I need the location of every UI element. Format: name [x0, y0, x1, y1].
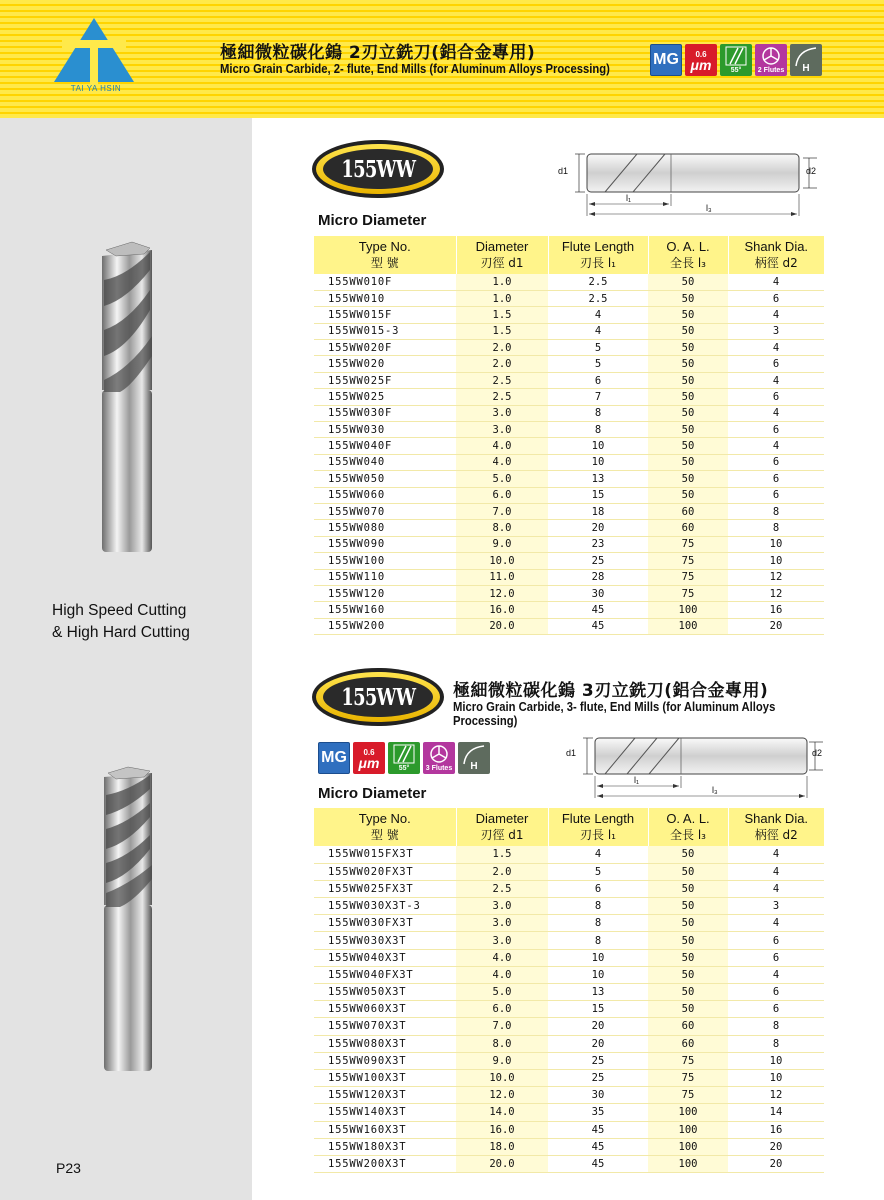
flute-length-cell: 8: [548, 422, 648, 438]
helix-55-icon: 55°: [388, 742, 420, 774]
shank-dia-cell: 6: [728, 454, 824, 470]
table-row: [314, 438, 824, 454]
oal-cell: 50: [648, 898, 728, 915]
diameter-cell: 8.0: [456, 520, 548, 536]
shank-dia-cell: 4: [728, 915, 824, 932]
oal-cell: 60: [648, 503, 728, 519]
diameter-cell: 1.0: [456, 290, 548, 306]
diagram-label-d2: d2: [806, 166, 817, 176]
flute-length-cell: 15: [548, 487, 648, 503]
diameter-cell: 5.0: [456, 984, 548, 1001]
shank-dia-cell: 10: [728, 1069, 824, 1086]
table-row: [314, 984, 824, 1001]
oal-cell: 50: [648, 966, 728, 983]
shank-dia-cell: 6: [728, 389, 824, 405]
diameter-cell: 3.0: [456, 422, 548, 438]
oal-cell: 60: [648, 1018, 728, 1035]
type-no-cell: 155WW030: [314, 422, 456, 438]
diameter-cell: 2.0: [456, 863, 548, 880]
diameter-cell: 6.0: [456, 1001, 548, 1018]
diameter-cell: 14.0: [456, 1104, 548, 1121]
type-no-cell: 155WW030FX3T: [314, 915, 456, 932]
type-no-cell: 155WW020FX3T: [314, 863, 456, 880]
type-no-cell: 155WW100X3T: [314, 1069, 456, 1086]
type-no-cell: 155WW015FX3T: [314, 846, 456, 863]
shank-dia-cell: 8: [728, 503, 824, 519]
header-shank-dia: Shank Dia. 柄徑 d2: [728, 808, 824, 846]
shank-dia-cell: 4: [728, 863, 824, 880]
shank-dia-cell: 6: [728, 356, 824, 372]
type-no-cell: 155WW060X3T: [314, 1001, 456, 1018]
shank-dia-cell: 6: [728, 1001, 824, 1018]
shank-dia-cell: 6: [728, 290, 824, 306]
table-row: [314, 1087, 824, 1104]
type-no-cell: 155WW070X3T: [314, 1018, 456, 1035]
type-no-cell: 155WW200: [314, 618, 456, 634]
table-row: [314, 602, 824, 618]
diameter-cell: 2.5: [456, 389, 548, 405]
table-row: [314, 356, 824, 372]
oal-cell: 100: [648, 1121, 728, 1138]
table-row: [314, 553, 824, 569]
shank-dia-cell: 10: [728, 536, 824, 552]
table-header-row: [314, 236, 824, 274]
table-row: [314, 1155, 824, 1172]
oal-cell: 75: [648, 1087, 728, 1104]
type-no-cell: 155WW030X3T-3: [314, 898, 456, 915]
shank-dia-cell: 12: [728, 1087, 824, 1104]
oal-cell: 75: [648, 569, 728, 585]
flute-length-cell: 5: [548, 356, 648, 372]
diameter-cell: 2.5: [456, 372, 548, 388]
diagram-label-l1-3flute: l₁: [634, 775, 640, 785]
diameter-cell: 4.0: [456, 966, 548, 983]
flute-length-cell: 4: [548, 307, 648, 323]
diameter-cell: 3.0: [456, 898, 548, 915]
oal-cell: 50: [648, 454, 728, 470]
diameter-cell: 2.0: [456, 356, 548, 372]
diameter-cell: 6.0: [456, 487, 548, 503]
oal-cell: 50: [648, 932, 728, 949]
flute-length-cell: 25: [548, 1069, 648, 1086]
hardness-icon: H: [790, 44, 822, 76]
table-row: [314, 274, 824, 290]
shank-dia-cell: 4: [728, 405, 824, 421]
diameter-cell: 2.0: [456, 340, 548, 356]
type-no-cell: 155WW050: [314, 471, 456, 487]
shank-dia-cell: 6: [728, 932, 824, 949]
flute-length-cell: 25: [548, 553, 648, 569]
table-row: [314, 405, 824, 421]
table-row: [314, 1121, 824, 1138]
header-shank-dia: Shank Dia. 柄徑 d2: [728, 236, 824, 274]
table-row: [314, 949, 824, 966]
flute-length-cell: 20: [548, 520, 648, 536]
header-diameter: Diameter 刃徑 d1: [456, 236, 548, 274]
table-row: [314, 569, 824, 585]
diameter-cell: 11.0: [456, 569, 548, 585]
table-row: [314, 618, 824, 634]
flute-length-cell: 15: [548, 1001, 648, 1018]
spec-table-3flute: [314, 808, 824, 1173]
tool-dimension-diagram-2flute: [555, 148, 825, 220]
table-row: [314, 340, 824, 356]
table-row: [314, 520, 824, 536]
series-logo-155ww-3flute: 155WW: [312, 668, 444, 726]
header-flute-length: Flute Length 刃長 l₁: [548, 808, 648, 846]
table-row: [314, 307, 824, 323]
flute-length-cell: 23: [548, 536, 648, 552]
diagram-label-l3: l₃: [706, 203, 712, 213]
table-row: [314, 503, 824, 519]
type-no-cell: 155WW025FX3T: [314, 880, 456, 897]
oal-cell: 50: [648, 487, 728, 503]
type-no-cell: 155WW040FX3T: [314, 966, 456, 983]
type-no-cell: 155WW110: [314, 569, 456, 585]
type-no-cell: 155WW040F: [314, 438, 456, 454]
type-no-cell: 155WW025F: [314, 372, 456, 388]
shank-dia-cell: 10: [728, 553, 824, 569]
flute-length-cell: 4: [548, 323, 648, 339]
flute-length-cell: 45: [548, 618, 648, 634]
oal-cell: 50: [648, 863, 728, 880]
feature-badges: [650, 44, 822, 76]
flute-length-cell: 45: [548, 1121, 648, 1138]
flute-length-cell: 5: [548, 340, 648, 356]
header-band: [0, 0, 884, 118]
page-title-en: Micro Grain Carbide, 2- flute, End Mills (for Aluminum Alloys Processing): [220, 62, 610, 76]
table-row: [314, 1052, 824, 1069]
shank-dia-cell: 6: [728, 471, 824, 487]
table-row: [314, 1104, 824, 1121]
feature-badges-3flute: [318, 742, 490, 774]
type-no-cell: 155WW080X3T: [314, 1035, 456, 1052]
diameter-cell: 7.0: [456, 503, 548, 519]
diameter-cell: 9.0: [456, 1052, 548, 1069]
oal-cell: 50: [648, 389, 728, 405]
oal-cell: 75: [648, 1052, 728, 1069]
diagram-label-d1: d1: [558, 166, 569, 176]
type-no-cell: 155WW140X3T: [314, 1104, 456, 1121]
table-row: [314, 1069, 824, 1086]
shank-dia-cell: 4: [728, 372, 824, 388]
header-oal: O. A. L. 全長 l₃: [648, 808, 728, 846]
type-no-cell: 155WW080: [314, 520, 456, 536]
flute-icon: 3 Flutes: [423, 742, 455, 774]
type-no-cell: 155WW030X3T: [314, 932, 456, 949]
oal-cell: 100: [648, 602, 728, 618]
shank-dia-cell: 3: [728, 898, 824, 915]
type-no-cell: 155WW120: [314, 585, 456, 601]
section2-subtitle: Micro Diameter: [318, 785, 427, 802]
oal-cell: 50: [648, 949, 728, 966]
shank-dia-cell: 12: [728, 585, 824, 601]
oal-cell: 75: [648, 1069, 728, 1086]
diameter-cell: 20.0: [456, 1155, 548, 1172]
diameter-cell: 18.0: [456, 1138, 548, 1155]
shank-dia-cell: 6: [728, 949, 824, 966]
flute-length-cell: 13: [548, 471, 648, 487]
flute-length-cell: 4: [548, 846, 648, 863]
flute-length-cell: 2.5: [548, 274, 648, 290]
shank-dia-cell: 8: [728, 520, 824, 536]
shank-dia-cell: 4: [728, 340, 824, 356]
flute-length-cell: 10: [548, 454, 648, 470]
table-row: [314, 372, 824, 388]
table-row: [314, 846, 824, 863]
diameter-cell: 4.0: [456, 949, 548, 966]
shank-dia-cell: 6: [728, 984, 824, 1001]
table-row: [314, 1018, 824, 1035]
oal-cell: 100: [648, 1138, 728, 1155]
diameter-cell: 1.5: [456, 307, 548, 323]
shank-dia-cell: 8: [728, 1018, 824, 1035]
oal-cell: 75: [648, 536, 728, 552]
type-no-cell: 155WW070: [314, 503, 456, 519]
type-no-cell: 155WW040: [314, 454, 456, 470]
table-row: [314, 1001, 824, 1018]
shank-dia-cell: 4: [728, 274, 824, 290]
oal-cell: 50: [648, 356, 728, 372]
header-type-no: Type No. 型 號: [314, 808, 456, 846]
type-no-cell: 155WW180X3T: [314, 1138, 456, 1155]
table-row: [314, 880, 824, 897]
helix-55-icon: 55°: [720, 44, 752, 76]
diameter-cell: 8.0: [456, 1035, 548, 1052]
oal-cell: 100: [648, 1155, 728, 1172]
diameter-cell: 16.0: [456, 1121, 548, 1138]
flute-length-cell: 35: [548, 1104, 648, 1121]
diameter-cell: 3.0: [456, 932, 548, 949]
shank-dia-cell: 10: [728, 1052, 824, 1069]
flute-length-cell: 13: [548, 984, 648, 1001]
type-no-cell: 155WW015-3: [314, 323, 456, 339]
oal-cell: 50: [648, 880, 728, 897]
header-type-no: Type No. 型 號: [314, 236, 456, 274]
type-no-cell: 155WW020: [314, 356, 456, 372]
tool-dimension-diagram-3flute: [565, 732, 829, 802]
type-no-cell: 155WW160X3T: [314, 1121, 456, 1138]
table-row: [314, 323, 824, 339]
oal-cell: 50: [648, 274, 728, 290]
diagram-label-l1: l₁: [626, 193, 632, 203]
flute-length-cell: 2.5: [548, 290, 648, 306]
shank-dia-cell: 20: [728, 1138, 824, 1155]
diameter-cell: 10.0: [456, 553, 548, 569]
shank-dia-cell: 16: [728, 1121, 824, 1138]
page-title-cn: 極細微粒碳化鎢 2刃立銑刀(鋁合金專用): [220, 43, 536, 63]
type-no-cell: 155WW010F: [314, 274, 456, 290]
shank-dia-cell: 4: [728, 966, 824, 983]
mg-icon: MG: [318, 742, 350, 774]
oal-cell: 50: [648, 438, 728, 454]
flute-length-cell: 30: [548, 1087, 648, 1104]
diameter-cell: 1.5: [456, 846, 548, 863]
table-row: [314, 898, 824, 915]
oal-cell: 50: [648, 471, 728, 487]
shank-dia-cell: 4: [728, 846, 824, 863]
type-no-cell: 155WW100: [314, 553, 456, 569]
oal-cell: 50: [648, 290, 728, 306]
flute-length-cell: 18: [548, 503, 648, 519]
mg-icon: MG: [650, 44, 682, 76]
diameter-cell: 4.0: [456, 454, 548, 470]
brand-name: TAI YA HSIN: [70, 84, 122, 93]
diameter-cell: 9.0: [456, 536, 548, 552]
flute-length-cell: 45: [548, 1155, 648, 1172]
flute-length-cell: 10: [548, 949, 648, 966]
oal-cell: 50: [648, 307, 728, 323]
diagram-label-d1-3flute: d1: [566, 748, 577, 758]
diameter-cell: 1.5: [456, 323, 548, 339]
type-no-cell: 155WW015F: [314, 307, 456, 323]
diameter-cell: 10.0: [456, 1069, 548, 1086]
oal-cell: 50: [648, 323, 728, 339]
diameter-cell: 5.0: [456, 471, 548, 487]
oal-cell: 50: [648, 340, 728, 356]
table-row: [314, 389, 824, 405]
table-header-row: [314, 808, 824, 846]
table-row: [314, 1138, 824, 1155]
table-row: [314, 966, 824, 983]
diameter-cell: 2.5: [456, 880, 548, 897]
diameter-cell: 1.0: [456, 274, 548, 290]
shank-dia-cell: 3: [728, 323, 824, 339]
oal-cell: 100: [648, 1104, 728, 1121]
three-flute-end-mill-image: [98, 765, 158, 1077]
oal-cell: 60: [648, 520, 728, 536]
header-oal: O. A. L. 全長 l₃: [648, 236, 728, 274]
oal-cell: 50: [648, 915, 728, 932]
table-row: [314, 536, 824, 552]
oal-cell: 50: [648, 405, 728, 421]
oal-cell: 75: [648, 585, 728, 601]
flute-length-cell: 8: [548, 405, 648, 421]
section2-title-cn: 極細微粒碳化鎢 3刃立銑刀(鋁合金專用): [453, 681, 769, 701]
table-row: [314, 863, 824, 880]
flute-length-cell: 28: [548, 569, 648, 585]
flute-length-cell: 8: [548, 915, 648, 932]
flute-length-cell: 8: [548, 898, 648, 915]
type-no-cell: 155WW020F: [314, 340, 456, 356]
oal-cell: 75: [648, 553, 728, 569]
shank-dia-cell: 12: [728, 569, 824, 585]
table-row: [314, 585, 824, 601]
diagram-label-d2-3flute: d2: [812, 748, 823, 758]
micron-icon: 0.6 μm: [353, 742, 385, 774]
shank-dia-cell: 16: [728, 602, 824, 618]
two-flute-end-mill-image: [96, 240, 160, 558]
type-no-cell: 155WW090: [314, 536, 456, 552]
flute-length-cell: 10: [548, 966, 648, 983]
shank-dia-cell: 8: [728, 1035, 824, 1052]
diameter-cell: 12.0: [456, 1087, 548, 1104]
shank-dia-cell: 6: [728, 422, 824, 438]
type-no-cell: 155WW120X3T: [314, 1087, 456, 1104]
type-no-cell: 155WW060: [314, 487, 456, 503]
flute-length-cell: 8: [548, 932, 648, 949]
diameter-cell: 3.0: [456, 405, 548, 421]
side-caption: High Speed Cutting & High Hard Cutting: [52, 602, 190, 641]
shank-dia-cell: 4: [728, 307, 824, 323]
table-row: [314, 915, 824, 932]
page-number: P23: [56, 1160, 81, 1176]
flute-length-cell: 20: [548, 1018, 648, 1035]
type-no-cell: 155WW025: [314, 389, 456, 405]
flute-length-cell: 45: [548, 602, 648, 618]
oal-cell: 50: [648, 372, 728, 388]
header-flute-length: Flute Length 刃長 l₁: [548, 236, 648, 274]
flute-length-cell: 25: [548, 1052, 648, 1069]
section2-title-en: Micro Grain Carbide, 3- flute, End Mills (for Aluminum Alloys Processing): [453, 700, 776, 728]
diameter-cell: 7.0: [456, 1018, 548, 1035]
type-no-cell: 155WW030F: [314, 405, 456, 421]
table-row: [314, 454, 824, 470]
diameter-cell: 12.0: [456, 585, 548, 601]
header-diameter: Diameter 刃徑 d1: [456, 808, 548, 846]
section-subtitle: Micro Diameter: [318, 212, 427, 229]
table-row: [314, 290, 824, 306]
shank-dia-cell: 20: [728, 618, 824, 634]
diameter-cell: 16.0: [456, 602, 548, 618]
table-row: [314, 932, 824, 949]
table-row: [314, 1035, 824, 1052]
oal-cell: 100: [648, 618, 728, 634]
shank-dia-cell: 4: [728, 880, 824, 897]
type-no-cell: 155WW200X3T: [314, 1155, 456, 1172]
flute-length-cell: 20: [548, 1035, 648, 1052]
table-row: [314, 471, 824, 487]
oal-cell: 50: [648, 846, 728, 863]
flute-length-cell: 5: [548, 863, 648, 880]
shank-dia-cell: 4: [728, 438, 824, 454]
shank-dia-cell: 20: [728, 1155, 824, 1172]
diagram-label-l3-3flute: l₃: [712, 785, 718, 795]
diameter-cell: 3.0: [456, 915, 548, 932]
shank-dia-cell: 6: [728, 487, 824, 503]
type-no-cell: 155WW040X3T: [314, 949, 456, 966]
diameter-cell: 4.0: [456, 438, 548, 454]
series-logo-155ww: 155WW: [312, 140, 444, 198]
oal-cell: 50: [648, 1001, 728, 1018]
oal-cell: 60: [648, 1035, 728, 1052]
flute-length-cell: 45: [548, 1138, 648, 1155]
type-no-cell: 155WW090X3T: [314, 1052, 456, 1069]
flute-length-cell: 6: [548, 880, 648, 897]
oal-cell: 50: [648, 984, 728, 1001]
type-no-cell: 155WW160: [314, 602, 456, 618]
spec-table-2flute: [314, 236, 824, 635]
micron-icon: 0.6 μm: [685, 44, 717, 76]
flute-length-cell: 10: [548, 438, 648, 454]
hardness-icon: H: [458, 742, 490, 774]
shank-dia-cell: 14: [728, 1104, 824, 1121]
type-no-cell: 155WW050X3T: [314, 984, 456, 1001]
oal-cell: 50: [648, 422, 728, 438]
flute-length-cell: 30: [548, 585, 648, 601]
type-no-cell: 155WW010: [314, 290, 456, 306]
flute-length-cell: 7: [548, 389, 648, 405]
diameter-cell: 20.0: [456, 618, 548, 634]
flute-length-cell: 6: [548, 372, 648, 388]
table-row: [314, 422, 824, 438]
flute-icon: 2 Flutes: [755, 44, 787, 76]
table-row: [314, 487, 824, 503]
